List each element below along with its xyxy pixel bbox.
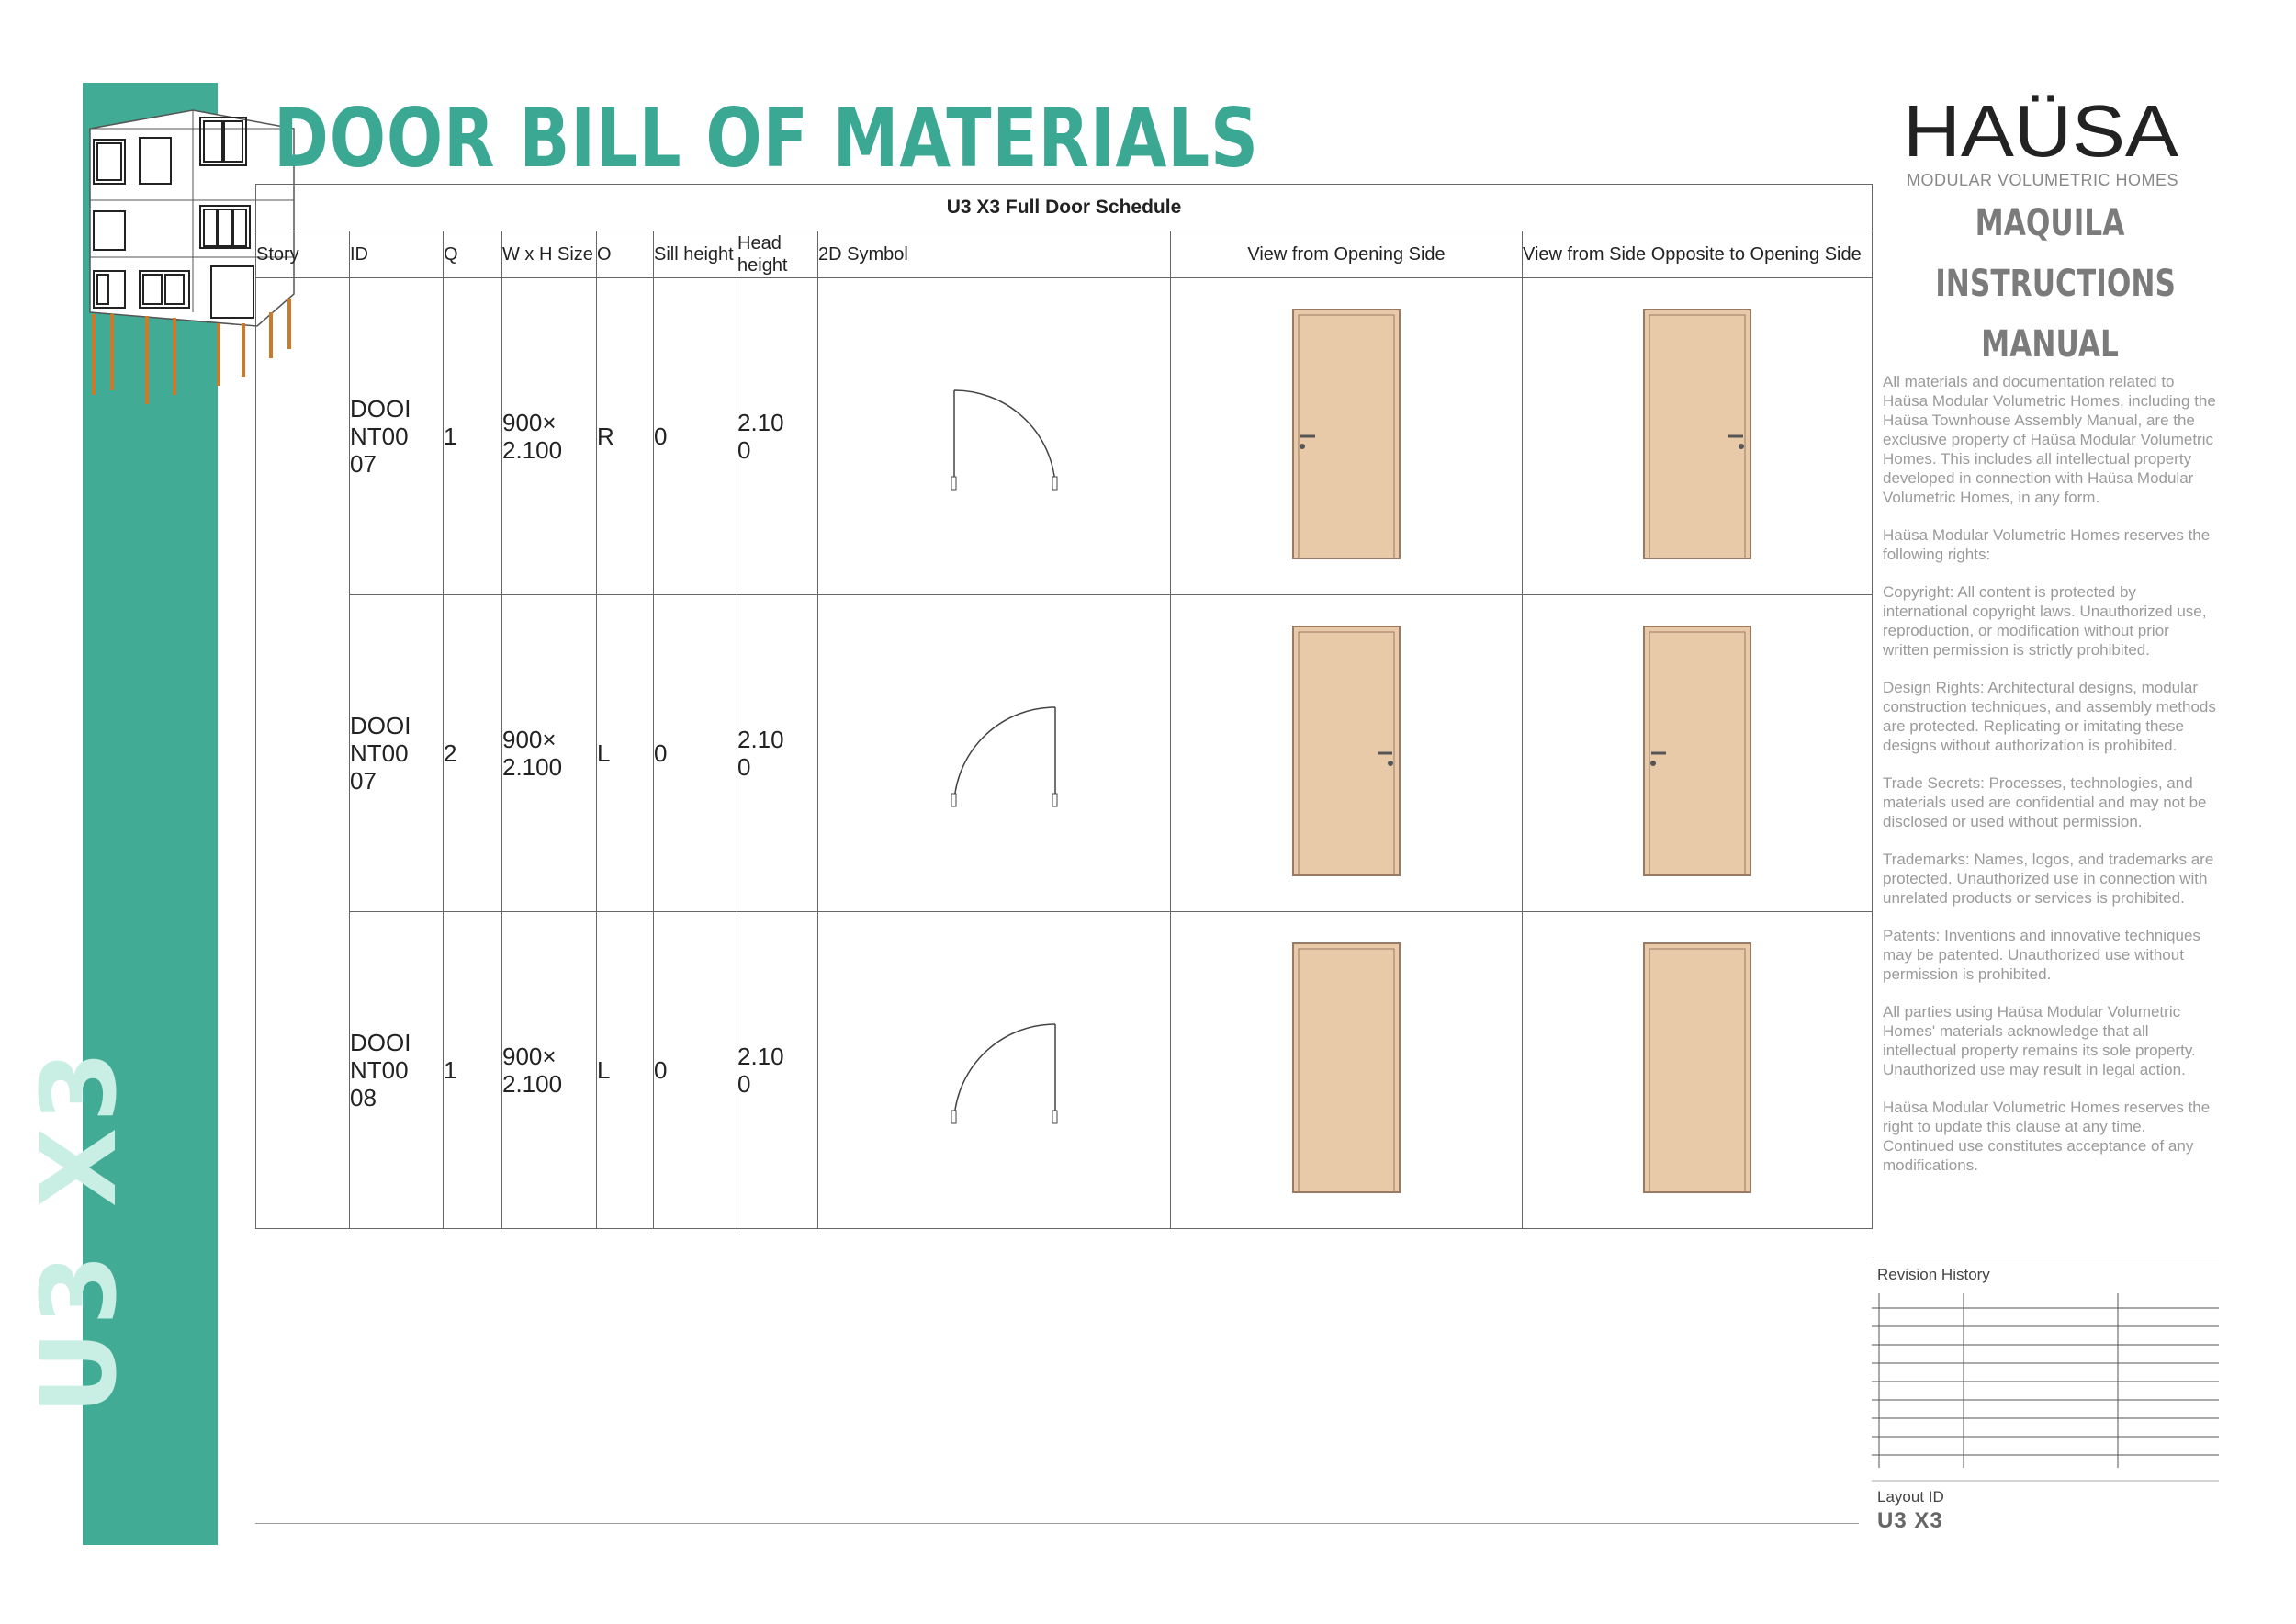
- door-id: DOOINT0008: [350, 912, 444, 1229]
- legal-paragraph: Copyright: All content is protected by international copyright laws. Unauthorized use, reproduction, or modification without prior written permission is strictly prohibited.: [1883, 583, 2207, 659]
- table-row: [256, 278, 1873, 595]
- door-opposite-view: [1523, 595, 1873, 912]
- door-2d-symbol: [818, 595, 1171, 912]
- layout-id-value: U3 X3: [1877, 1508, 1943, 1533]
- col-header-2d-symbol: 2D Symbol: [818, 231, 1171, 278]
- table-row: [256, 595, 1873, 912]
- door-sill-height: 0: [654, 595, 737, 912]
- door-opposite-view: [1523, 912, 1873, 1229]
- legal-paragraph: Haüsa Modular Volumetric Homes reserves the right to update this clause at any time. Continued use constitutes acceptance of any modifications.: [1883, 1099, 2211, 1174]
- legal-paragraph: Trade Secrets: Processes, technologies, and materials used are confidential and may not be disclosed or used without permission.: [1883, 774, 2207, 830]
- manual-title-line: MAQUILA: [1975, 202, 2125, 244]
- legal-notice: [1883, 372, 2219, 1193]
- legal-paragraph: Patents: Inventions and innovative techniques may be patented. Unauthorized use without permission is prohibited.: [1883, 927, 2200, 983]
- door-opening: L: [597, 595, 654, 912]
- layout-id-label: Layout ID: [1877, 1488, 1944, 1506]
- manual-title-line: MANUAL: [1981, 323, 2119, 366]
- door-schedule-table: [255, 184, 1872, 1226]
- door-size: 900×2.100: [502, 595, 597, 912]
- door-head-height: 2.100: [737, 912, 818, 1229]
- col-header-opening-view: View from Opening Side: [1171, 231, 1523, 278]
- door-opening-view: [1171, 595, 1523, 912]
- door-quantity: 1: [444, 278, 502, 595]
- legal-paragraph: All parties using Haüsa Modular Volumetric Homes' materials acknowledge that all intellectual property remains its sole property. Unauthorized use may result in legal action.: [1883, 1003, 2196, 1078]
- legal-paragraph: All materials and documentation related to Haüsa Modular Volumetric Homes, including the Haüsa Townhouse Assembly Manual, are the exclusive property of Haüsa Modular Volumetric Homes. This includes all intellectual property developed in connection with Haüsa Modular Volumetric Homes, in any form.: [1883, 373, 2216, 506]
- col-header-o: O: [597, 231, 654, 278]
- door-size: 900×2.100: [502, 912, 597, 1229]
- door-elevation: [1291, 308, 1401, 560]
- door-head-height: 2.100: [737, 595, 818, 912]
- door-sill-height: 0: [654, 912, 737, 1229]
- door-elevation: [1642, 625, 1752, 877]
- revision-history-label: Revision History: [1877, 1266, 1990, 1283]
- col-header-story: Story: [256, 231, 350, 278]
- door-opening-view: [1171, 278, 1523, 595]
- brand-logo-text: HAÜSA: [1903, 90, 2179, 172]
- col-header-opposite-view: View from Side Opposite to Opening Side: [1523, 231, 1873, 278]
- door-elevation: [1642, 942, 1752, 1194]
- door-opening: R: [597, 278, 654, 595]
- side-band-label: U3 X3: [20, 1044, 140, 1415]
- schedule-caption: U3 X3 Full Door Schedule: [256, 185, 1873, 231]
- col-header-id: ID: [350, 231, 444, 278]
- door-opening: L: [597, 912, 654, 1229]
- manual-title: [1903, 193, 2197, 375]
- table-row: [256, 912, 1873, 1229]
- door-elevation: [1291, 625, 1401, 877]
- door-elevation: [1291, 942, 1401, 1194]
- brand-logo: [1903, 90, 2197, 173]
- revision-history-grid: [1872, 1257, 2219, 1486]
- door-swing-right-symbol: [930, 374, 1059, 493]
- legal-paragraph: Haüsa Modular Volumetric Homes reserves the following rights:: [1883, 526, 2211, 563]
- door-opening-view: [1171, 912, 1523, 1229]
- brand-tagline: MODULAR VOLUMETRIC HOMES: [1907, 171, 2179, 189]
- door-id: DOOINT0007: [350, 595, 444, 912]
- door-swing-left-symbol: [930, 691, 1059, 810]
- col-header-size: W x H Size: [502, 231, 597, 278]
- col-header-sill: Sill height: [654, 231, 737, 278]
- door-head-height: 2.100: [737, 278, 818, 595]
- page-title: DOOR BILL OF MATERIALS: [274, 91, 1259, 186]
- col-header-q: Q: [444, 231, 502, 278]
- legal-paragraph: Trademarks: Names, logos, and trademarks are protected. Unauthorized use in connection with unrelated products or services is prohibited.: [1883, 851, 2214, 907]
- col-header-head: Head height: [737, 231, 818, 278]
- door-quantity: 2: [444, 595, 502, 912]
- door-quantity: 1: [444, 912, 502, 1229]
- door-sill-height: 0: [654, 278, 737, 595]
- door-size: 900×2.100: [502, 278, 597, 595]
- story-cell: [256, 278, 350, 1229]
- bottom-divider: [255, 1523, 1859, 1524]
- door-opposite-view: [1523, 278, 1873, 595]
- door-id: DOOINT0007: [350, 278, 444, 595]
- manual-title-line: INSTRUCTIONS: [1935, 263, 2176, 305]
- door-swing-left-symbol: [930, 1008, 1059, 1127]
- legal-paragraph: Design Rights: Architectural designs, modular construction techniques, and assembly methods are protected. Replicating or imitating these designs without authorization is prohibited.: [1883, 679, 2216, 754]
- door-2d-symbol: [818, 912, 1171, 1229]
- door-2d-symbol: [818, 278, 1171, 595]
- door-elevation: [1642, 308, 1752, 560]
